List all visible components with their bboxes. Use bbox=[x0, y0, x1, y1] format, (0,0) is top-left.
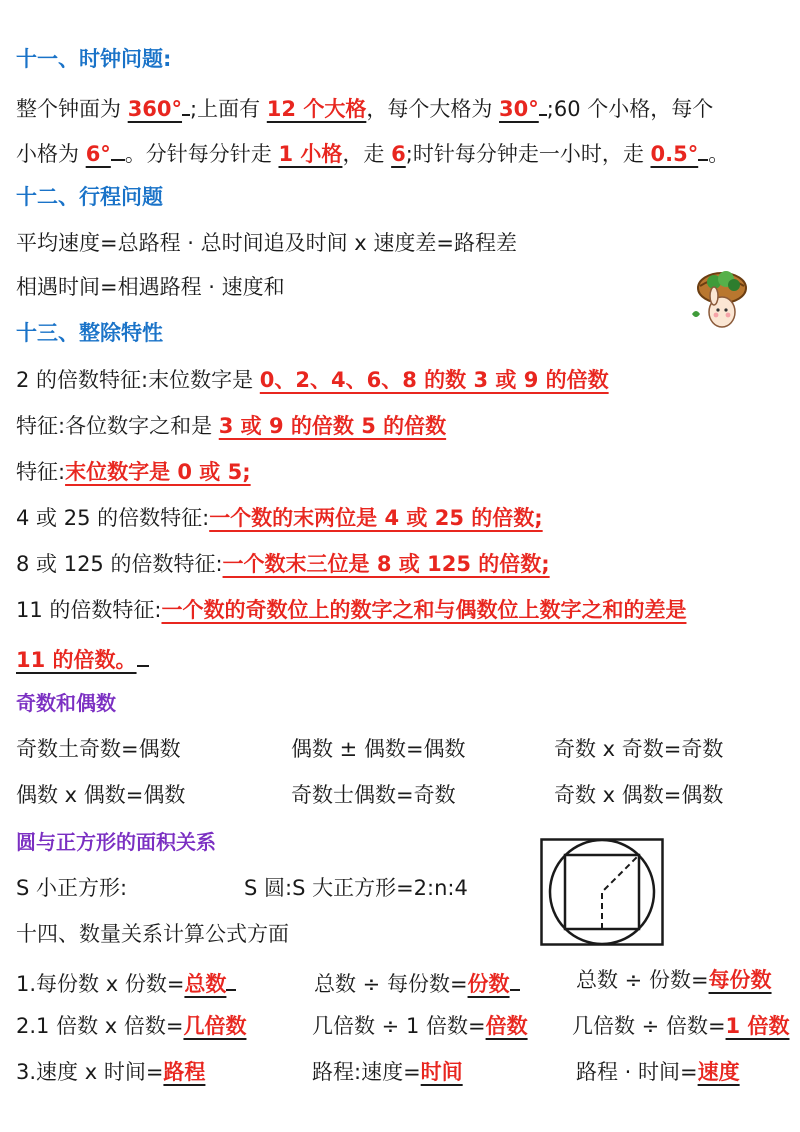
answer: 时间 bbox=[420, 1060, 463, 1084]
odd-even-title: 奇数和偶数 bbox=[16, 691, 116, 715]
answer: 0.5° bbox=[650, 142, 699, 166]
answer: 1 倍数 bbox=[725, 1014, 790, 1038]
text: 3.速度 x 时间= bbox=[16, 1060, 164, 1084]
blank bbox=[539, 90, 547, 116]
blank bbox=[137, 641, 149, 667]
s13-line-3 bbox=[16, 457, 786, 487]
text: 。分针每分针走 bbox=[124, 142, 279, 166]
answer: 6 bbox=[391, 142, 406, 166]
text: 。 bbox=[708, 142, 730, 166]
answer: 几倍数 bbox=[183, 1014, 247, 1038]
formula: 奇数 x 奇数=奇数 bbox=[554, 737, 724, 761]
ratio-text: S 圆:S 大正方形=2:n:4 bbox=[244, 876, 468, 900]
answer: 每份数 bbox=[708, 968, 772, 992]
formula: 偶数 x 偶数=偶数 bbox=[16, 783, 186, 807]
text: 路程 · 时间= bbox=[576, 1060, 698, 1084]
answer: 倍数 bbox=[485, 1014, 528, 1038]
section-14-title: 十四、数量关系计算公式方面 bbox=[16, 922, 289, 946]
blank bbox=[111, 135, 125, 161]
formula bbox=[312, 1011, 528, 1041]
formula: 奇数 x 偶数=偶数 bbox=[554, 783, 724, 807]
text: 特征:各位数字之和是 bbox=[16, 414, 219, 438]
text: ;时针每分钟走一小时，走 bbox=[405, 142, 651, 166]
formula bbox=[312, 1057, 463, 1087]
answer: 一个数末三位是 8 或 125 的倍数; bbox=[222, 552, 550, 576]
answer: 30° bbox=[499, 97, 539, 121]
text: 2.1 倍数 x 倍数= bbox=[16, 1014, 184, 1038]
answer: 份数 bbox=[467, 972, 510, 996]
formula bbox=[16, 1011, 246, 1041]
text: 总数 ÷ 每份数= bbox=[314, 972, 468, 996]
s12-line-1: 平均速度=总路程 · 总时间追及时间 x 速度差=路程差 bbox=[16, 231, 517, 255]
text: 2 的倍数特征:末位数字是 bbox=[16, 368, 260, 392]
text: ;上面有 bbox=[190, 97, 267, 121]
text: 11 的倍数特征: bbox=[16, 598, 162, 622]
section-12-title: 十二、行程问题 bbox=[16, 185, 163, 209]
answer: 一个数的奇数位上的数字之和与偶数位上数字之和的差是 bbox=[161, 598, 687, 622]
blank bbox=[510, 965, 520, 991]
formula bbox=[572, 1011, 789, 1041]
text: 路程:速度= bbox=[312, 1060, 421, 1084]
section-13-title: 十三、整除特性 bbox=[16, 321, 163, 345]
text: 小格为 bbox=[16, 142, 86, 166]
text: 8 或 125 的倍数特征: bbox=[16, 552, 223, 576]
blank bbox=[182, 90, 190, 116]
formula bbox=[576, 965, 772, 995]
text: ，走 bbox=[342, 142, 392, 166]
answer: 末位数字是 0 或 5; bbox=[65, 460, 251, 484]
formula bbox=[16, 965, 236, 999]
s13-line-7 bbox=[16, 641, 786, 675]
text: 整个钟面为 bbox=[16, 97, 128, 121]
text: 几倍数 ÷ 倍数= bbox=[572, 1014, 726, 1038]
answer: 速度 bbox=[697, 1060, 740, 1084]
answer: 一个数的末两位是 4 或 25 的倍数; bbox=[209, 506, 543, 530]
s13-line-5 bbox=[16, 549, 786, 579]
formula: 奇数土奇数=偶数 bbox=[16, 737, 181, 761]
blank bbox=[698, 135, 708, 161]
answer: 3 或 9 的倍数 5 的倍数 bbox=[218, 414, 447, 438]
s13-line-6 bbox=[16, 595, 786, 625]
answer: 11 的倍数。 bbox=[16, 648, 137, 672]
text: 特征: bbox=[16, 460, 66, 484]
text: ;60 个小格，每个 bbox=[546, 97, 714, 121]
s13-line-2 bbox=[16, 411, 786, 441]
formula bbox=[16, 1057, 205, 1087]
s13-line-1 bbox=[16, 365, 786, 395]
formula bbox=[314, 965, 520, 999]
circle-square-title: 圆与正方形的面积关系 bbox=[16, 830, 216, 854]
blank bbox=[226, 965, 236, 991]
formula bbox=[576, 1057, 740, 1087]
s13-line-4 bbox=[16, 503, 786, 533]
formula: 奇数士偶数=奇数 bbox=[291, 783, 456, 807]
text: 几倍数 ÷ 1 倍数= bbox=[312, 1014, 486, 1038]
text: ，每个大格为 bbox=[366, 97, 500, 121]
answer: 总数 bbox=[184, 972, 227, 996]
answer: 0、2、4、6、8 的数 3 或 9 的倍数 bbox=[259, 368, 609, 392]
answer: 12 个大格 bbox=[266, 97, 367, 121]
text: 总数 ÷ 份数= bbox=[576, 968, 709, 992]
text: 1.每份数 x 份数= bbox=[16, 972, 185, 996]
s11-line-1 bbox=[16, 90, 786, 124]
formula: 偶数 ± 偶数=偶数 bbox=[291, 737, 466, 761]
section-11-title: 十一、时钟问题: bbox=[16, 47, 172, 71]
answer: 1 小格 bbox=[278, 142, 343, 166]
answer: 6° bbox=[85, 142, 111, 166]
s12-line-2: 相遇时间=相遇路程 · 速度和 bbox=[16, 275, 285, 299]
text: S 小正方形: bbox=[16, 876, 128, 900]
text: 4 或 25 的倍数特征: bbox=[16, 506, 210, 530]
s11-line-2 bbox=[16, 135, 786, 169]
answer: 路程 bbox=[163, 1060, 206, 1084]
answer: 360° bbox=[127, 97, 183, 121]
